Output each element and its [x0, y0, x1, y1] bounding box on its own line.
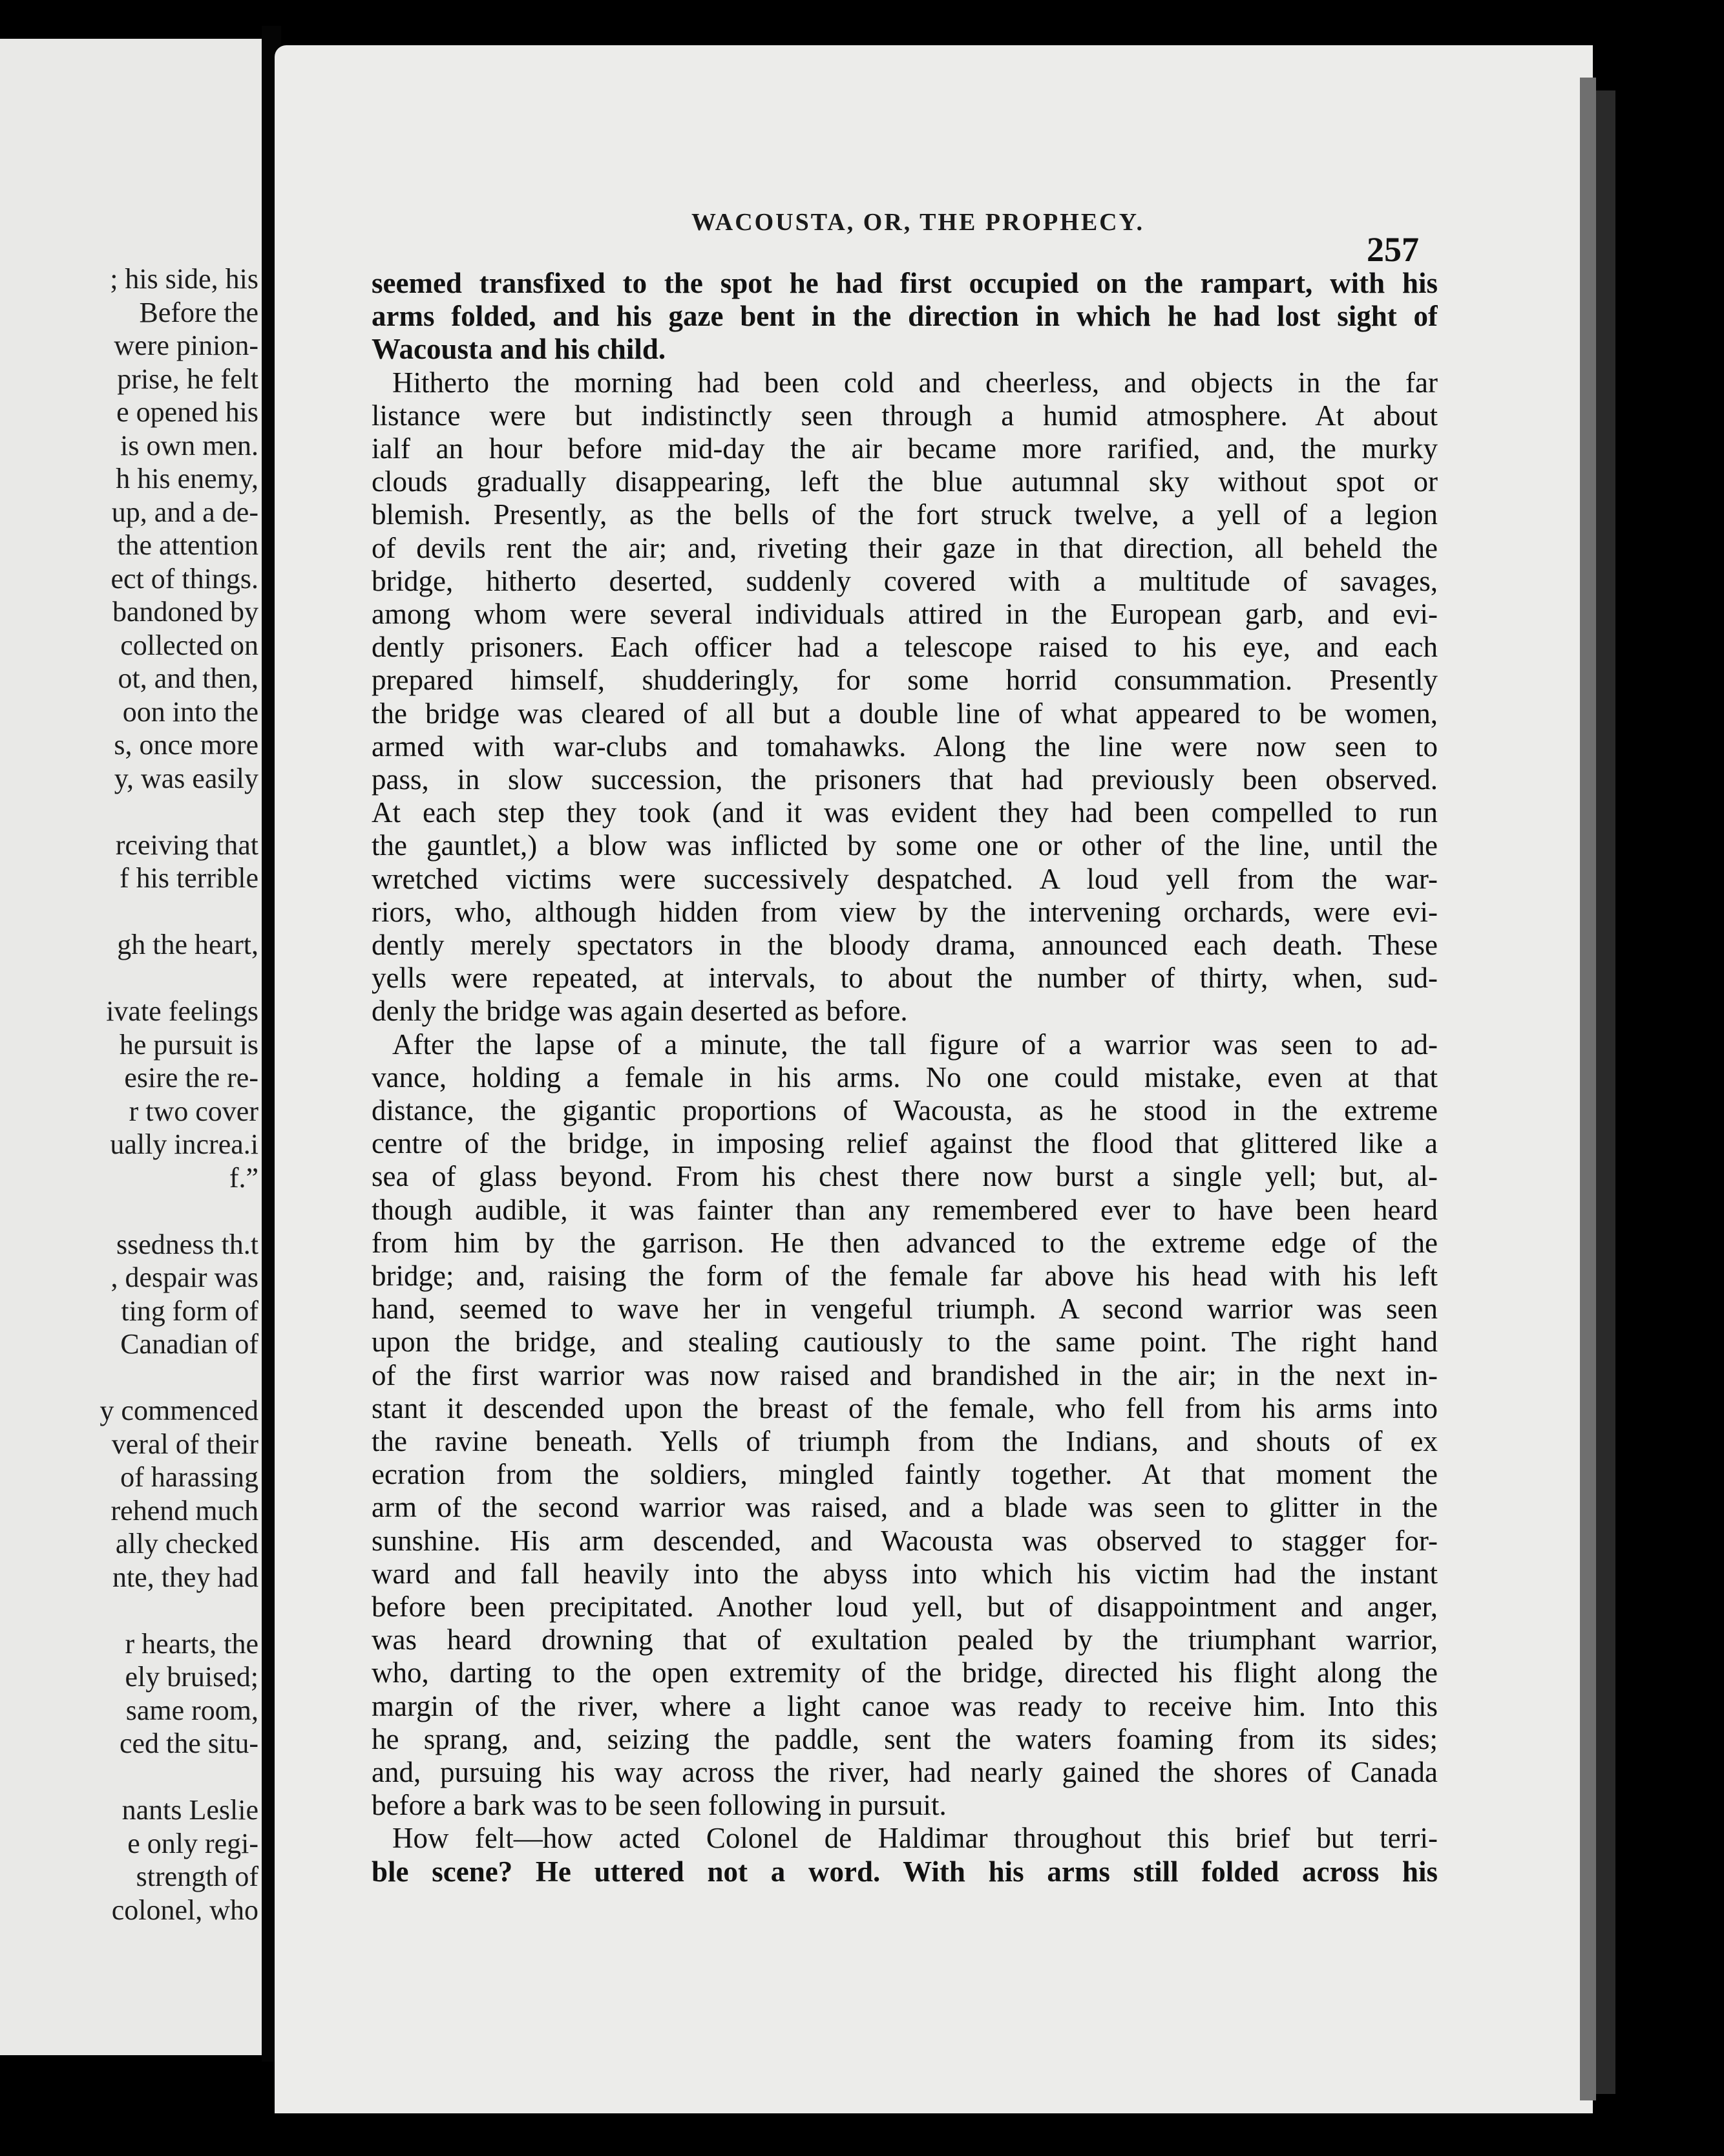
left-page-line: ely bruised; [125, 1661, 258, 1693]
body-line: arms folded, and his gaze bent in the direction in which he had lost sight of [372, 300, 1438, 333]
body-line: After the lapse of a minute, the tall figure of a warrior was seen to ad- [392, 1028, 1438, 1061]
left-page-line: e opened his [116, 396, 258, 428]
left-page-line: h his enemy, [116, 463, 258, 494]
left-page-line: he pursuit is [119, 1028, 258, 1061]
running-head: WACOUSTA, OR, THE PROPHECY. [691, 209, 1145, 236]
left-page-line: the attention [117, 529, 258, 561]
body-line: stant it descended upon the breast of the female, who fell from his arms into [372, 1391, 1438, 1424]
left-page-line: y commenced [100, 1395, 258, 1426]
body-line: ecration from the soldiers, mingled faintly together. At that moment the [372, 1458, 1438, 1491]
body-line: Hitherto the morning had been cold and cheerless, and objects in the far [392, 366, 1438, 399]
left-page-line: esire the re- [124, 1062, 258, 1094]
left-page-line: ced the situ- [119, 1728, 258, 1759]
body-line: the gauntlet,) a blow was inflicted by some one or other of the line, until the [372, 829, 1438, 862]
body-line: arm of the second warrior was raised, and a blade was seen to glitter in the [372, 1491, 1438, 1524]
body-line: the ravine beneath. Yells of triumph from the Indians, and shouts of ex [372, 1425, 1438, 1457]
body-line: he sprang, and, seizing the paddle, sent the waters foaming from its sides; [372, 1722, 1438, 1755]
left-page-line: prise, he felt [117, 363, 258, 395]
left-page-line: collected on [120, 629, 258, 661]
left-page-line: Canadian of [120, 1328, 258, 1360]
body-line: hand, seemed to wave her in vengeful triumph. A second warrior was seen [372, 1293, 1438, 1326]
body-line: blemish. Presently, as the bells of the fort struck twelve, a yell of a legion [372, 498, 1438, 531]
left-page-line: nants Leslie [121, 1794, 258, 1826]
left-page-line: ect of things. [110, 562, 258, 595]
body-line: who, darting to the open extremity of the bridge, directed his flight along the [372, 1656, 1438, 1689]
body-line: and, pursuing his way across the river, had nearly gained the shores of Canada [372, 1756, 1438, 1788]
left-page-line: nte, they had [112, 1561, 258, 1593]
body-line: How felt—how acted Colonel de Haldimar throughout this brief but terri- [392, 1822, 1438, 1855]
body-line: sea of glass beyond. From his chest there now burst a single yell; but, al- [372, 1160, 1438, 1193]
body-line: denly the bridge was again deserted as before. [372, 995, 908, 1028]
body-line: bridge; and, raising the form of the female far above his head with his left [372, 1260, 1438, 1292]
body-line: wretched victims were successively despatched. A loud yell from the war- [372, 862, 1438, 895]
body-line: centre of the bridge, in imposing relief against the flood that glittered like a [372, 1127, 1438, 1160]
left-page-line: f.” [229, 1161, 258, 1194]
body-line: upon the bridge, and stealing cautiously to the same point. The right hand [372, 1326, 1438, 1358]
body-line: margin of the river, where a light canoe was ready to receive him. Into this [372, 1689, 1438, 1722]
body-line: Wacousta and his child. [372, 333, 666, 366]
body-line: vance, holding a female in his arms. No one could mistake, even at that [372, 1061, 1438, 1094]
left-page-line: same room, [125, 1694, 258, 1726]
body-line: of devils rent the air; and, riveting their gaze in that direction, all beheld the [372, 531, 1438, 564]
body-line: listance were but indistinctly seen through a humid atmosphere. At about [372, 399, 1438, 432]
page-number: 257 [1367, 230, 1419, 269]
body-line: was heard drowning that of exultation pealed by the triumphant warrior, [372, 1623, 1438, 1656]
body-line: riors, who, although hidden from view by the intervening orchards, were evi- [372, 895, 1438, 928]
left-page-line: ssedness th.t [116, 1228, 258, 1260]
body-line: prepared himself, shudderingly, for some horrid consummation. Presently [372, 664, 1438, 697]
body-line: ble scene? He uttered not a word. With his arms still folded across his [372, 1855, 1438, 1888]
body-line: before a bark was to be seen following in pursuit. [372, 1789, 947, 1822]
left-page-line: gh the heart, [117, 929, 258, 960]
left-page-line: colonel, who [111, 1894, 258, 1926]
body-line: ward and fall heavily into the abyss into which his victim had the instant [372, 1557, 1438, 1590]
body-line: before been precipitated. Another loud yell, but of disappointment and anger, [372, 1591, 1438, 1623]
left-page-line: is own men. [120, 429, 258, 461]
left-page-line: strength of [136, 1861, 258, 1892]
left-page-line: rehend much [110, 1494, 258, 1527]
body-line: of the first warrior was now raised and brandished in the air; in the next in- [372, 1358, 1438, 1391]
left-page-line: e only regi- [127, 1827, 258, 1859]
body-line: seemed transfixed to the spot he had first occupied on the rampart, with his [372, 267, 1438, 299]
body-line: from him by the garrison. He then advanced to the extreme edge of the [372, 1226, 1438, 1259]
left-facing-page [0, 39, 262, 2055]
left-page-line: s, once more [114, 729, 258, 761]
body-line: sunshine. His arm descended, and Wacousta was observed to stagger for- [372, 1524, 1438, 1557]
body-line: among whom were several individuals attired in the European garb, and evi- [372, 598, 1438, 630]
body-line: yells were repeated, at intervals, to about the number of thirty, when, sud- [372, 962, 1438, 995]
left-page-line: ually increa.i [110, 1128, 258, 1160]
body-line: bridge, hitherto deserted, suddenly covered with a multitude of savages, [372, 564, 1438, 597]
left-page-line: , despair was [110, 1262, 258, 1293]
left-page-line: f his terrible [119, 862, 258, 894]
body-line: the bridge was cleared of all but a double line of what appeared to be women, [372, 697, 1438, 730]
left-page-line: veral of their [111, 1428, 258, 1460]
left-page-line: oon into the [122, 695, 258, 728]
left-page-line: up, and a de- [111, 496, 258, 528]
body-line: At each step they took (and it was evident they had been compelled to run [372, 796, 1438, 829]
body-line: though audible, it was fainter than any remembered ever to have been heard [372, 1193, 1438, 1226]
left-page-line: ot, and then, [118, 662, 258, 694]
left-page-line: r two cover [129, 1095, 258, 1127]
left-page-line: were pinion- [114, 330, 258, 361]
body-line: dently merely spectators in the bloody drama, announced each death. These [372, 929, 1438, 961]
left-page-line: rceiving that [115, 829, 258, 861]
body-line: armed with war-clubs and tomahawks. Along the line were now seen to [372, 730, 1438, 763]
left-page-line: ting form of [121, 1295, 258, 1327]
left-page-line: ally checked [115, 1528, 258, 1559]
left-page-line: ivate feelings [106, 995, 258, 1027]
body-line: distance, the gigantic proportions of Wacousta, as he stood in the extreme [372, 1094, 1438, 1126]
page-edge [1580, 78, 1596, 2100]
left-page-line: Before the [139, 296, 258, 328]
left-page-line: y, was easily [114, 762, 258, 794]
left-page-line: ; his side, his [110, 263, 258, 295]
body-line: dently prisoners. Each officer had a telescope raised to his eye, and each [372, 631, 1438, 664]
body-line: ialf an hour before mid-day the air became more rarified, and, the murky [372, 432, 1438, 465]
page-edge-shadow [1596, 90, 1615, 2094]
body-line: pass, in slow succession, the prisoners that had previously been observed. [372, 763, 1438, 796]
left-page-line: of harassing [120, 1461, 258, 1493]
body-line: clouds gradually disappearing, left the blue autumnal sky without spot or [372, 465, 1438, 498]
left-page-line: bandoned by [112, 596, 258, 628]
left-page-line: r hearts, the [125, 1627, 258, 1660]
